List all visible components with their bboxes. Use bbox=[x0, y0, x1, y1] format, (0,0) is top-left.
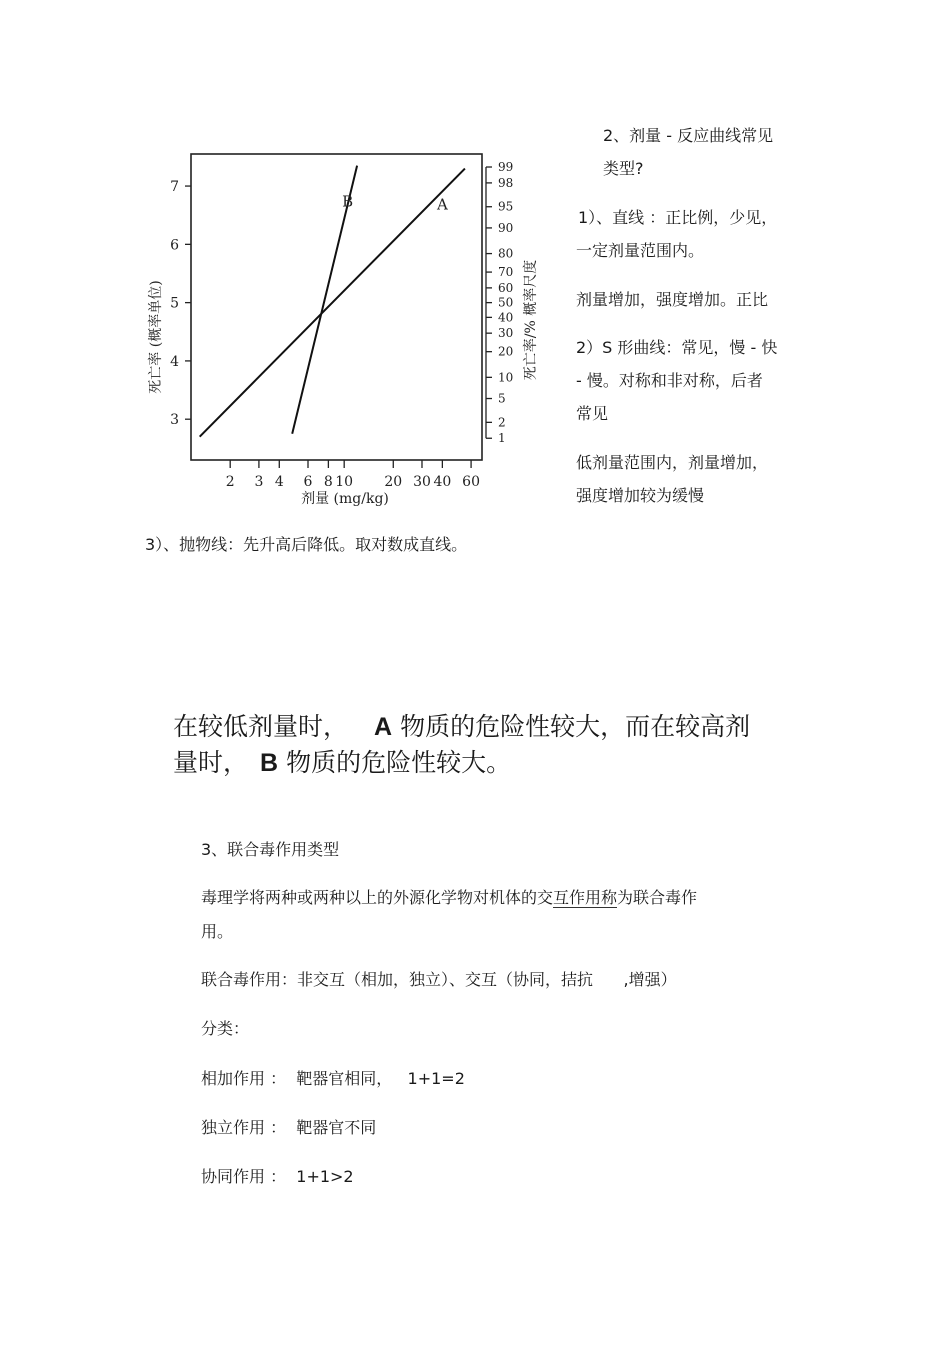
y-right-tick-label: 90 bbox=[498, 220, 514, 235]
y-right-tick-label: 60 bbox=[498, 280, 514, 295]
item2-note-line2: 强度增加较为缓慢 bbox=[576, 486, 705, 505]
substance-a-label: A bbox=[374, 713, 393, 741]
big-statement-text: 在较低剂量时， bbox=[173, 712, 349, 741]
substance-b-label: B bbox=[260, 749, 279, 777]
series-label-b: B bbox=[342, 192, 354, 211]
additive-effect: 相加作用 ： 靶器官相同， 1+1=2 bbox=[201, 1069, 465, 1088]
x-tick-label: 10 bbox=[335, 474, 354, 490]
x-tick-label: 3 bbox=[254, 474, 264, 490]
x-tick-label: 4 bbox=[274, 474, 284, 490]
y-right-tick-label: 1 bbox=[498, 431, 506, 446]
x-tick-label: 8 bbox=[323, 474, 333, 490]
item3-parabola: 3）、抛物线：先升高后降低。取对数成直线。 bbox=[145, 535, 468, 554]
independent-effect: 独立作用 ： 靶器官不同 bbox=[201, 1118, 377, 1137]
big-statement-text: 物质的危险性较大。 bbox=[286, 748, 512, 777]
section3-fenlei: 分类： bbox=[201, 1019, 250, 1038]
section3-classes: 联合毒作用：非交互（相加，独立）、交互（协同，拮抗 ,增强） bbox=[201, 970, 677, 989]
y-left-tick-label: 4 bbox=[170, 353, 179, 370]
y-right-tick-label: 70 bbox=[498, 265, 514, 280]
x-tick-label: 2 bbox=[225, 474, 235, 490]
y-right-tick-label: 20 bbox=[498, 344, 514, 359]
dose-response-chart bbox=[140, 145, 540, 520]
item2-line2: - 慢。对称和非对称，后者 bbox=[576, 371, 763, 390]
section3-definition-line1 bbox=[201, 888, 697, 908]
y-right-tick-label: 95 bbox=[498, 199, 514, 214]
heading-dose-response-types-2: 类型? bbox=[603, 159, 644, 178]
series-label-a: A bbox=[436, 195, 448, 214]
y-right-tick-label: 50 bbox=[498, 295, 514, 310]
y-right-tick-label: 2 bbox=[498, 415, 506, 430]
synergistic-effect: 协同作用 ： 1+1>2 bbox=[201, 1167, 354, 1186]
x-tick-label: 6 bbox=[303, 474, 313, 490]
y-right-tick-label: 40 bbox=[498, 310, 514, 325]
section3-title: 3、联合毒作用类型 bbox=[201, 840, 340, 859]
y-axis-label-left: 死亡率 (概率单位) bbox=[148, 280, 164, 394]
series-line-a bbox=[200, 169, 465, 437]
y-axis-label-right: 死亡率/% 概率尺度 bbox=[523, 259, 539, 381]
heading-dose-response-types: 2、剂量 - 反应曲线常见 bbox=[603, 126, 774, 145]
item2-line1: 2）S 形曲线：常见，慢 - 快 bbox=[576, 338, 778, 357]
section3-definition-line2: 用。 bbox=[201, 922, 234, 941]
y-left-tick-label: 7 bbox=[170, 179, 179, 196]
y-right-tick-label: 10 bbox=[498, 370, 514, 385]
item1-line1: 1）、直线 ：正比例，少见， bbox=[578, 208, 778, 227]
big-statement-text: 物质的危险性较大，而在较高剂 bbox=[400, 712, 751, 741]
definition-underlined-text: 互作用称 bbox=[553, 888, 618, 907]
x-axis-label: 剂量 (mg/kg) bbox=[301, 491, 389, 507]
x-tick-label: 30 bbox=[413, 474, 431, 490]
y-right-tick-label: 80 bbox=[498, 246, 514, 261]
y-left-tick-label: 6 bbox=[170, 237, 179, 254]
y-left-tick-label: 5 bbox=[170, 295, 179, 312]
x-tick-label: 20 bbox=[384, 474, 403, 490]
big-statement-line2 bbox=[173, 746, 511, 780]
y-right-tick-label: 5 bbox=[498, 391, 506, 406]
x-tick-label: 40 bbox=[433, 474, 452, 490]
item2-line3: 常见 bbox=[576, 404, 609, 423]
definition-text: 为联合毒作 bbox=[617, 888, 698, 907]
y-left-tick-label: 3 bbox=[170, 412, 179, 429]
item2-note-line1: 低剂量范围内，剂量增加， bbox=[576, 453, 769, 472]
definition-text: 毒理学将两种或两种以上的外源化学物对机体的交 bbox=[201, 888, 554, 907]
item1-note: 剂量增加，强度增加。正比 bbox=[576, 290, 769, 309]
item1-line2: 一定剂量范围内。 bbox=[576, 241, 705, 260]
y-right-tick-label: 30 bbox=[498, 326, 514, 341]
big-statement-text: 量时， bbox=[173, 748, 249, 777]
y-right-tick-label: 98 bbox=[498, 175, 514, 190]
big-statement-line1 bbox=[173, 710, 750, 744]
y-right-tick-label: 99 bbox=[498, 160, 514, 175]
x-tick-label: 60 bbox=[462, 474, 480, 490]
